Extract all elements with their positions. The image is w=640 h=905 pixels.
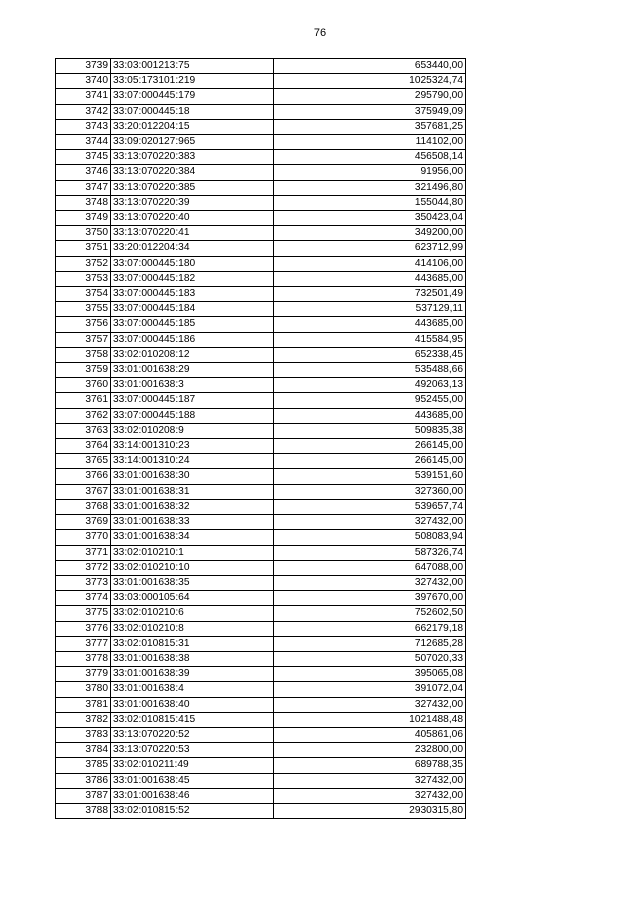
cadastral-value: 443685,00 <box>274 317 466 332</box>
table-row <box>56 697 466 712</box>
row-number: 3740 <box>56 74 111 89</box>
cadastral-number: 33:01:001638:32 <box>111 499 274 514</box>
cadastral-number: 33:13:070220:385 <box>111 180 274 195</box>
table-row <box>56 89 466 104</box>
cadastral-value: 537129,11 <box>274 302 466 317</box>
cadastral-value: 647088,00 <box>274 560 466 575</box>
row-number: 3768 <box>56 499 111 514</box>
table-row <box>56 363 466 378</box>
cadastral-number: 33:01:001638:46 <box>111 788 274 803</box>
row-number: 3765 <box>56 454 111 469</box>
row-number: 3773 <box>56 575 111 590</box>
table-row <box>56 469 466 484</box>
row-number: 3774 <box>56 591 111 606</box>
cadastral-number: 33:01:001638:35 <box>111 575 274 590</box>
cadastral-value: 321496,80 <box>274 180 466 195</box>
table-row <box>56 393 466 408</box>
row-number: 3771 <box>56 545 111 560</box>
row-number: 3747 <box>56 180 111 195</box>
row-number: 3759 <box>56 363 111 378</box>
row-number: 3776 <box>56 621 111 636</box>
cadastral-number: 33:14:001310:23 <box>111 439 274 454</box>
cadastral-value: 508083,94 <box>274 530 466 545</box>
table-row <box>56 302 466 317</box>
cadastral-value: 91956,00 <box>274 165 466 180</box>
cadastral-number: 33:01:001638:4 <box>111 682 274 697</box>
cadastral-number: 33:02:010815:31 <box>111 636 274 651</box>
row-number: 3772 <box>56 560 111 575</box>
cadastral-number: 33:01:001638:40 <box>111 697 274 712</box>
table-row <box>56 332 466 347</box>
table-row <box>56 150 466 165</box>
table-row <box>56 59 466 74</box>
cadastral-value: 2930315,80 <box>274 803 466 818</box>
cadastral-value: 327432,00 <box>274 788 466 803</box>
row-number: 3757 <box>56 332 111 347</box>
page-number: 76 <box>313 27 327 39</box>
row-number: 3760 <box>56 378 111 393</box>
cadastral-number: 33:07:000445:186 <box>111 332 274 347</box>
table-row <box>56 788 466 803</box>
table-row <box>56 439 466 454</box>
row-number: 3755 <box>56 302 111 317</box>
cadastral-number: 33:01:001638:45 <box>111 773 274 788</box>
row-number: 3788 <box>56 803 111 818</box>
cadastral-value: 535488,66 <box>274 363 466 378</box>
row-number: 3749 <box>56 211 111 226</box>
table-row <box>56 378 466 393</box>
row-number: 3752 <box>56 256 111 271</box>
table-row <box>56 484 466 499</box>
cadastral-value: 662179,18 <box>274 621 466 636</box>
cadastral-number: 33:05:173101:219 <box>111 74 274 89</box>
table-row <box>56 347 466 362</box>
table-row <box>56 621 466 636</box>
row-number: 3746 <box>56 165 111 180</box>
cadastral-number: 33:07:000445:184 <box>111 302 274 317</box>
cadastral-value: 414106,00 <box>274 256 466 271</box>
table-row <box>56 423 466 438</box>
row-number: 3786 <box>56 773 111 788</box>
row-number: 3779 <box>56 667 111 682</box>
table-row <box>56 591 466 606</box>
cadastral-number: 33:07:000445:180 <box>111 256 274 271</box>
row-number: 3763 <box>56 423 111 438</box>
table-row <box>56 119 466 134</box>
table-row <box>56 682 466 697</box>
table-row <box>56 606 466 621</box>
table-body <box>56 59 466 819</box>
table-row <box>56 712 466 727</box>
table-row <box>56 408 466 423</box>
cadastral-number: 33:13:070220:52 <box>111 727 274 742</box>
cadastral-value: 539657,74 <box>274 499 466 514</box>
row-number: 3777 <box>56 636 111 651</box>
cadastral-number: 33:02:010210:10 <box>111 560 274 575</box>
cadastral-number: 33:01:001638:39 <box>111 667 274 682</box>
row-number: 3780 <box>56 682 111 697</box>
cadastral-value: 507020,33 <box>274 651 466 666</box>
table-row <box>56 74 466 89</box>
row-number: 3754 <box>56 287 111 302</box>
cadastral-value: 327432,00 <box>274 575 466 590</box>
row-number: 3753 <box>56 271 111 286</box>
cadastral-number: 33:14:001310:24 <box>111 454 274 469</box>
cadastral-value: 266145,00 <box>274 439 466 454</box>
cadastral-value: 443685,00 <box>274 408 466 423</box>
table-row <box>56 727 466 742</box>
cadastral-number: 33:02:010815:415 <box>111 712 274 727</box>
cadastral-value: 155044,80 <box>274 195 466 210</box>
cadastral-number: 33:01:001638:33 <box>111 515 274 530</box>
cadastral-value: 327432,00 <box>274 697 466 712</box>
cadastral-value: 349200,00 <box>274 226 466 241</box>
cadastral-value: 653440,00 <box>274 59 466 74</box>
cadastral-value: 327432,00 <box>274 515 466 530</box>
cadastral-value: 391072,04 <box>274 682 466 697</box>
cadastral-value: 456508,14 <box>274 150 466 165</box>
table-row <box>56 499 466 514</box>
row-number: 3783 <box>56 727 111 742</box>
row-number: 3748 <box>56 195 111 210</box>
cadastral-number: 33:07:000445:187 <box>111 393 274 408</box>
cadastral-number: 33:07:000445:188 <box>111 408 274 423</box>
cadastral-number: 33:13:070220:53 <box>111 743 274 758</box>
cadastral-value: 623712,99 <box>274 241 466 256</box>
row-number: 3778 <box>56 651 111 666</box>
cadastral-number: 33:13:070220:384 <box>111 165 274 180</box>
cadastral-value: 327360,00 <box>274 484 466 499</box>
table-row <box>56 165 466 180</box>
table-row <box>56 743 466 758</box>
row-number: 3787 <box>56 788 111 803</box>
row-number: 3739 <box>56 59 111 74</box>
table-row <box>56 180 466 195</box>
row-number: 3782 <box>56 712 111 727</box>
cadastral-number: 33:01:001638:38 <box>111 651 274 666</box>
cadastral-value: 492063,13 <box>274 378 466 393</box>
cadastral-number: 33:09:020127:965 <box>111 135 274 150</box>
table-row <box>56 636 466 651</box>
cadastral-value: 539151,60 <box>274 469 466 484</box>
cadastral-number: 33:20:012204:15 <box>111 119 274 134</box>
cadastral-value: 587326,74 <box>274 545 466 560</box>
cadastral-value: 652338,45 <box>274 347 466 362</box>
cadastral-value: 415584,95 <box>274 332 466 347</box>
cadastral-number: 33:03:001213:75 <box>111 59 274 74</box>
row-number: 3775 <box>56 606 111 621</box>
cadastral-value: 443685,00 <box>274 271 466 286</box>
cadastral-number: 33:13:070220:41 <box>111 226 274 241</box>
cadastral-value: 375949,09 <box>274 104 466 119</box>
row-number: 3762 <box>56 408 111 423</box>
cadastral-number: 33:01:001638:3 <box>111 378 274 393</box>
table-row <box>56 226 466 241</box>
row-number: 3741 <box>56 89 111 104</box>
table-row <box>56 317 466 332</box>
cadastral-value: 395065,08 <box>274 667 466 682</box>
row-number: 3750 <box>56 226 111 241</box>
cadastral-value: 357681,25 <box>274 119 466 134</box>
row-number: 3756 <box>56 317 111 332</box>
row-number: 3784 <box>56 743 111 758</box>
cadastral-value: 266145,00 <box>274 454 466 469</box>
cadastral-number: 33:02:010210:1 <box>111 545 274 560</box>
cadastral-value: 405861,06 <box>274 727 466 742</box>
row-number: 3767 <box>56 484 111 499</box>
cadastral-number: 33:02:010208:9 <box>111 423 274 438</box>
row-number: 3744 <box>56 135 111 150</box>
cadastral-number: 33:07:000445:183 <box>111 287 274 302</box>
cadastral-number: 33:07:000445:182 <box>111 271 274 286</box>
cadastral-number: 33:07:000445:185 <box>111 317 274 332</box>
cadastral-value: 509835,38 <box>274 423 466 438</box>
cadastral-number: 33:02:010208:12 <box>111 347 274 362</box>
cadastral-number: 33:02:010815:52 <box>111 803 274 818</box>
row-number: 3742 <box>56 104 111 119</box>
table-row <box>56 135 466 150</box>
table-row <box>56 773 466 788</box>
cadastral-number: 33:02:010211:49 <box>111 758 274 773</box>
cadastral-value: 1025324,74 <box>274 74 466 89</box>
cadastral-number: 33:07:000445:179 <box>111 89 274 104</box>
table-row <box>56 256 466 271</box>
cadastral-value: 1021488,48 <box>274 712 466 727</box>
cadastral-number: 33:13:070220:39 <box>111 195 274 210</box>
cadastral-number: 33:01:001638:29 <box>111 363 274 378</box>
cadastral-number: 33:01:001638:30 <box>111 469 274 484</box>
cadastral-value: 350423,04 <box>274 211 466 226</box>
table-row <box>56 651 466 666</box>
cadastral-value: 397670,00 <box>274 591 466 606</box>
table-row <box>56 803 466 818</box>
table-row <box>56 241 466 256</box>
cadastral-value: 689788,35 <box>274 758 466 773</box>
row-number: 3766 <box>56 469 111 484</box>
table-row <box>56 454 466 469</box>
table-row <box>56 104 466 119</box>
row-number: 3743 <box>56 119 111 134</box>
cadastral-value: 327432,00 <box>274 773 466 788</box>
cadastral-number: 33:07:000445:18 <box>111 104 274 119</box>
cadastral-number: 33:13:070220:383 <box>111 150 274 165</box>
cadastral-value: 752602,50 <box>274 606 466 621</box>
cadastral-number: 33:20:012204:34 <box>111 241 274 256</box>
table-row <box>56 195 466 210</box>
row-number: 3785 <box>56 758 111 773</box>
table-row <box>56 211 466 226</box>
table-row <box>56 530 466 545</box>
cadastral-value-table <box>55 58 466 819</box>
row-number: 3745 <box>56 150 111 165</box>
row-number: 3758 <box>56 347 111 362</box>
cadastral-number: 33:01:001638:31 <box>111 484 274 499</box>
table-row <box>56 271 466 286</box>
cadastral-value: 295790,00 <box>274 89 466 104</box>
table-row <box>56 515 466 530</box>
table-row <box>56 575 466 590</box>
row-number: 3761 <box>56 393 111 408</box>
cadastral-number: 33:13:070220:40 <box>111 211 274 226</box>
cadastral-value: 732501,49 <box>274 287 466 302</box>
table-row <box>56 667 466 682</box>
row-number: 3781 <box>56 697 111 712</box>
cadastral-number: 33:02:010210:8 <box>111 621 274 636</box>
cadastral-value: 712685,28 <box>274 636 466 651</box>
table-row <box>56 545 466 560</box>
table-row <box>56 758 466 773</box>
cadastral-value: 114102,00 <box>274 135 466 150</box>
cadastral-value: 952455,00 <box>274 393 466 408</box>
table-row <box>56 287 466 302</box>
table-row <box>56 560 466 575</box>
cadastral-value: 232800,00 <box>274 743 466 758</box>
row-number: 3770 <box>56 530 111 545</box>
row-number: 3764 <box>56 439 111 454</box>
row-number: 3751 <box>56 241 111 256</box>
cadastral-number: 33:01:001638:34 <box>111 530 274 545</box>
cadastral-number: 33:02:010210:6 <box>111 606 274 621</box>
row-number: 3769 <box>56 515 111 530</box>
cadastral-number: 33:03:000105:64 <box>111 591 274 606</box>
